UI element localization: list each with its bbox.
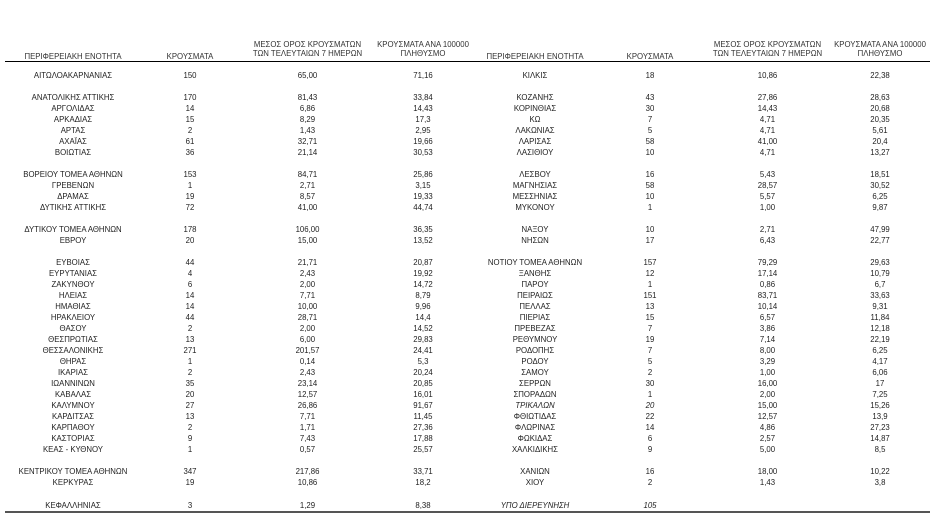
- per100k-cell: 20,85: [413, 379, 433, 388]
- per100k-cell: 19,33: [413, 192, 433, 201]
- avg7-cell: 6,57: [759, 313, 776, 322]
- region-name: ΧΑΝΙΩΝ: [520, 467, 550, 476]
- avg7-cell: 217,86: [295, 467, 320, 476]
- region-name: ΤΡΙΚΑΛΩΝ: [515, 401, 555, 410]
- region-name: ΠΡΕΒΕΖΑΣ: [514, 324, 556, 333]
- avg7-cell: 2,71: [759, 225, 776, 234]
- avg7-cell: 26,86: [297, 401, 318, 410]
- header-avg7-line2: ΤΩΝ ΤΕΛΕΥΤΑΙΩΝ 7 ΗΜΕΡΩΝ: [712, 49, 823, 58]
- avg7-cell: 10,00: [297, 302, 318, 311]
- avg7-cell: 1,00: [759, 368, 776, 377]
- per100k-cell: 71,16: [413, 71, 433, 80]
- region-name: ΚΑΡΠΑΘΟΥ: [51, 423, 95, 432]
- region-name: ΚΩ: [529, 115, 541, 124]
- avg7-cell: 84,71: [297, 170, 318, 179]
- cases-cell: 12: [645, 269, 655, 278]
- cases-cell: 5: [647, 357, 653, 366]
- avg7-cell: 21,14: [297, 148, 318, 157]
- avg7-cell: 1,43: [759, 478, 776, 487]
- per100k-cell: 5,3: [417, 357, 429, 366]
- cases-cell: 157: [643, 258, 657, 267]
- header-cases-right: ΚΡΟΥΣΜΑΤΑ: [626, 52, 674, 61]
- region-name: ΑΡΤΑΣ: [60, 126, 86, 135]
- header-avg7-left: [245, 40, 370, 58]
- avg7-cell: 2,00: [299, 280, 316, 289]
- cases-cell: 153: [183, 170, 197, 179]
- region-name: ΚΕΡΚΥΡΑΣ: [52, 478, 94, 487]
- avg7-cell: 28,57: [757, 181, 778, 190]
- cases-cell: 13: [185, 412, 195, 421]
- avg7-cell: 15,00: [297, 236, 318, 245]
- per100k-cell: 9,31: [872, 302, 888, 311]
- cases-cell: 20: [645, 401, 655, 410]
- cases-cell: 9: [647, 445, 653, 454]
- avg7-cell: 18,00: [757, 467, 778, 476]
- header-cases-left: ΚΡΟΥΣΜΑΤΑ: [166, 52, 214, 61]
- per100k-cell: 3,8: [874, 478, 886, 487]
- cases-cell: 2: [647, 478, 653, 487]
- cases-cell: 10: [645, 148, 655, 157]
- region-name: ΗΡΑΚΛΕΙΟΥ: [50, 313, 96, 322]
- header-divider: [5, 61, 930, 62]
- region-name: ΘΗΡΑΣ: [59, 357, 87, 366]
- avg7-cell: 23,14: [297, 379, 318, 388]
- avg7-cell: 1,71: [299, 423, 316, 432]
- header-region-right: ΠΕΡΙΦΕΡΕΙΑΚΗ ΕΝΟΤΗΤΑ: [486, 52, 584, 61]
- region-name: ΦΛΩΡΙΝΑΣ: [514, 423, 556, 432]
- region-name: ΚΑΡΔΙΤΣΑΣ: [52, 412, 94, 421]
- region-name: ΒΟΙΩΤΙΑΣ: [54, 148, 92, 157]
- cases-cell: 2: [187, 126, 193, 135]
- region-name: ΚΟΡΙΝΘΙΑΣ: [513, 104, 557, 113]
- avg7-cell: 27,86: [757, 93, 778, 102]
- cases-cell: 36: [185, 148, 195, 157]
- cases-cell: 14: [185, 302, 195, 311]
- region-name: ΚΑΛΥΜΝΟΥ: [51, 401, 95, 410]
- avg7-cell: 3,29: [759, 357, 776, 366]
- avg7-cell: 41,00: [757, 137, 778, 146]
- per100k-cell: 6,25: [872, 192, 888, 201]
- cases-cell: 30: [645, 104, 655, 113]
- per100k-cell: 30,52: [870, 181, 890, 190]
- per100k-cell: 13,9: [872, 412, 888, 421]
- avg7-cell: 106,00: [295, 225, 320, 234]
- region-name: ΡΟΔΟΥ: [521, 357, 549, 366]
- cases-cell: 19: [645, 335, 655, 344]
- region-name: ΚΑΣΤΟΡΙΑΣ: [51, 434, 95, 443]
- cases-cell: 44: [185, 313, 195, 322]
- per100k-cell: 17,3: [415, 115, 431, 124]
- per100k-cell: 29,63: [870, 258, 890, 267]
- region-name: ΛΑΣΙΘΙΟΥ: [516, 148, 554, 157]
- region-name: ΠΑΡΟΥ: [521, 280, 549, 289]
- per100k-cell: 14,72: [413, 280, 433, 289]
- region-name: ΑΧΑΪΑΣ: [59, 137, 87, 146]
- cases-cell: 7: [647, 346, 653, 355]
- cases-cell: 10: [645, 225, 655, 234]
- per100k-cell: 15,26: [870, 401, 890, 410]
- per100k-cell: 91,67: [413, 401, 433, 410]
- region-name: ΕΥΡΥΤΑΝΙΑΣ: [48, 269, 97, 278]
- cases-cell: 178: [183, 225, 197, 234]
- region-name: ΔΥΤΙΚΗΣ ΑΤΤΙΚΗΣ: [39, 203, 107, 212]
- avg7-cell: 2,43: [299, 368, 316, 377]
- region-name: ΔΥΤΙΚΟΥ ΤΟΜΕΑ ΑΘΗΝΩΝ: [24, 225, 122, 234]
- region-name: ΔΡΑΜΑΣ: [57, 192, 89, 201]
- region-name: ΛΕΣΒΟΥ: [519, 170, 551, 179]
- avg7-cell: 6,43: [759, 236, 776, 245]
- cases-cell: 1: [187, 357, 193, 366]
- avg7-cell: 10,86: [757, 71, 778, 80]
- avg7-cell: 0,57: [299, 445, 316, 454]
- cases-cell: 58: [645, 137, 655, 146]
- cases-cell: 105: [643, 501, 657, 510]
- cases-cell: 1: [647, 203, 653, 212]
- region-name: ΦΩΚΙΔΑΣ: [517, 434, 553, 443]
- region-name: ΘΕΣΣΑΛΟΝΙΚΗΣ: [42, 346, 104, 355]
- region-name: ΑΙΤΩΛΟΑΚΑΡΝΑΝΙΑΣ: [33, 71, 113, 80]
- per100k-cell: 24,41: [413, 346, 433, 355]
- avg7-cell: 1,00: [759, 203, 776, 212]
- header-avg7-line1: ΜΕΣΟΣ ΟΡΟΣ ΚΡΟΥΣΜΑΤΩΝ: [253, 40, 362, 49]
- per100k-cell: 14,4: [415, 313, 431, 322]
- cases-cell: 5: [647, 126, 653, 135]
- per100k-cell: 22,77: [870, 236, 890, 245]
- cases-cell: 43: [645, 93, 655, 102]
- header-region-left: ΠΕΡΙΦΕΡΕΙΑΚΗ ΕΝΟΤΗΤΑ: [24, 52, 122, 61]
- cases-cell: 17: [645, 236, 655, 245]
- avg7-cell: 12,57: [757, 412, 778, 421]
- cases-cell: 271: [183, 346, 197, 355]
- cases-cell: 61: [185, 137, 195, 146]
- region-name: ΚΕΑΣ - ΚΥΘΝΟΥ: [42, 445, 104, 454]
- per100k-cell: 13,27: [870, 148, 890, 157]
- avg7-cell: 2,00: [299, 324, 316, 333]
- per100k-cell: 7,25: [872, 390, 888, 399]
- per100k-cell: 13,52: [413, 236, 433, 245]
- avg7-cell: 83,71: [757, 291, 778, 300]
- per100k-cell: 18,2: [415, 478, 431, 487]
- cases-cell: 16: [645, 170, 655, 179]
- per100k-cell: 9,87: [872, 203, 888, 212]
- cases-cell: 6: [187, 280, 193, 289]
- cases-cell: 30: [645, 379, 655, 388]
- avg7-cell: 41,00: [297, 203, 318, 212]
- per100k-cell: 6,25: [872, 346, 888, 355]
- region-name: ΑΡΓΟΛΙΔΑΣ: [51, 104, 95, 113]
- per100k-cell: 20,24: [413, 368, 433, 377]
- region-name: ΧΑΛΚΙΔΙΚΗΣ: [511, 445, 558, 454]
- cases-cell: 27: [185, 401, 195, 410]
- per100k-cell: 30,53: [413, 148, 433, 157]
- region-name: ΡΕΘΥΜΝΟΥ: [512, 335, 558, 344]
- cases-cell: 170: [183, 93, 197, 102]
- cases-cell: 16: [645, 467, 655, 476]
- avg7-cell: 14,43: [757, 104, 778, 113]
- avg7-cell: 6,00: [299, 335, 316, 344]
- per100k-cell: 20,35: [870, 115, 890, 124]
- per100k-cell: 14,87: [870, 434, 890, 443]
- header-per100k-line2: ΠΛΗΘΥΣΜΟ: [400, 49, 446, 58]
- header-avg7-right: [705, 40, 830, 58]
- per100k-cell: 33,71: [413, 467, 433, 476]
- region-name: ΠΙΕΡΙΑΣ: [519, 313, 551, 322]
- avg7-cell: 0,14: [299, 357, 316, 366]
- avg7-cell: 16,00: [757, 379, 778, 388]
- region-name: ΧΙΟΥ: [525, 478, 545, 487]
- avg7-cell: 3,86: [759, 324, 776, 333]
- per100k-cell: 25,86: [413, 170, 433, 179]
- region-name: ΗΜΑΘΙΑΣ: [55, 302, 91, 311]
- cases-cell: 1: [187, 445, 193, 454]
- per100k-cell: 22,38: [870, 71, 890, 80]
- avg7-cell: 7,71: [299, 291, 316, 300]
- cases-cell: 347: [183, 467, 197, 476]
- avg7-cell: 4,86: [759, 423, 776, 432]
- header-per100k-line2: ΠΛΗΘΥΣΜΟ: [857, 49, 903, 58]
- per100k-cell: 28,63: [870, 93, 890, 102]
- cases-cell: 22: [645, 412, 655, 421]
- per100k-cell: 19,66: [413, 137, 433, 146]
- region-name: ΖΑΚΥΝΘΟΥ: [51, 280, 95, 289]
- avg7-cell: 10,86: [297, 478, 318, 487]
- avg7-cell: 7,43: [299, 434, 316, 443]
- avg7-cell: 5,00: [759, 445, 776, 454]
- avg7-cell: 8,29: [299, 115, 316, 124]
- cases-cell: 1: [187, 181, 193, 190]
- region-name: ΑΡΚΑΔΙΑΣ: [53, 115, 93, 124]
- cases-cell: 15: [645, 313, 655, 322]
- per100k-cell: 47,99: [870, 225, 890, 234]
- avg7-cell: 7,14: [759, 335, 776, 344]
- per100k-cell: 33,84: [413, 93, 433, 102]
- region-name: ΚΕΦΑΛΛΗΝΙΑΣ: [45, 501, 101, 510]
- per100k-cell: 9,96: [415, 302, 431, 311]
- per100k-cell: 8,79: [415, 291, 431, 300]
- region-name: ΜΥΚΟΝΟΥ: [515, 203, 555, 212]
- header-per100k-line1: ΚΡΟΥΣΜΑΤΑ ΑΝΑ 100000: [834, 40, 926, 49]
- region-name: ΜΑΓΝΗΣΙΑΣ: [512, 181, 558, 190]
- region-name: ΣΠΟΡΑΔΩΝ: [513, 390, 557, 399]
- avg7-cell: 7,71: [299, 412, 316, 421]
- region-name: ΣΕΡΡΩΝ: [519, 379, 551, 388]
- avg7-cell: 12,57: [297, 390, 318, 399]
- per100k-cell: 4,17: [872, 357, 888, 366]
- region-name: ΘΕΣΠΡΩΤΙΑΣ: [48, 335, 98, 344]
- cases-cell: 7: [647, 324, 653, 333]
- cases-cell: 19: [185, 192, 195, 201]
- per100k-cell: 20,68: [870, 104, 890, 113]
- avg7-cell: 32,71: [297, 137, 318, 146]
- cases-cell: 151: [643, 291, 657, 300]
- per100k-cell: 11,45: [413, 412, 433, 421]
- cases-cell: 13: [645, 302, 655, 311]
- cases-cell: 44: [185, 258, 195, 267]
- region-name: ΠΕΙΡΑΙΩΣ: [517, 291, 553, 300]
- region-name: ΕΥΒΟΙΑΣ: [56, 258, 90, 267]
- per100k-cell: 17,88: [413, 434, 433, 443]
- per100k-cell: 44,74: [413, 203, 433, 212]
- per100k-cell: 29,83: [413, 335, 433, 344]
- cases-cell: 35: [185, 379, 195, 388]
- cases-cell: 2: [187, 324, 193, 333]
- per100k-cell: 20,4: [872, 137, 888, 146]
- per100k-cell: 10,79: [870, 269, 890, 278]
- avg7-cell: 10,14: [757, 302, 778, 311]
- per100k-cell: 20,87: [413, 258, 433, 267]
- per100k-cell: 18,51: [870, 170, 890, 179]
- region-name: ΒΟΡΕΙΟΥ ΤΟΜΕΑ ΑΘΗΝΩΝ: [23, 170, 123, 179]
- avg7-cell: 28,71: [297, 313, 318, 322]
- region-name: ΗΛΕΙΑΣ: [58, 291, 88, 300]
- region-name: ΚΟΖΑΝΗΣ: [516, 93, 554, 102]
- per100k-cell: 19,92: [413, 269, 433, 278]
- cases-cell: 1: [647, 390, 653, 399]
- per100k-cell: 36,35: [413, 225, 433, 234]
- per100k-cell: 22,19: [870, 335, 890, 344]
- region-name: ΣΑΜΟΥ: [521, 368, 549, 377]
- region-name: ΓΡΕΒΕΝΩΝ: [51, 181, 95, 190]
- avg7-cell: 17,14: [757, 269, 778, 278]
- region-name: ΚΑΒΑΛΑΣ: [54, 390, 92, 399]
- per100k-cell: 6,7: [874, 280, 886, 289]
- cases-cell: 13: [185, 335, 195, 344]
- region-name: ΞΑΝΘΗΣ: [518, 269, 552, 278]
- region-name: ΝΟΤΙΟΥ ΤΟΜΕΑ ΑΘΗΝΩΝ: [487, 258, 583, 267]
- cases-cell: 19: [185, 478, 195, 487]
- per100k-cell: 8,5: [874, 445, 886, 454]
- per100k-cell: 14,52: [413, 324, 433, 333]
- region-name: ΘΑΣΟΥ: [59, 324, 87, 333]
- per100k-cell: 17: [875, 379, 885, 388]
- avg7-cell: 81,43: [297, 93, 318, 102]
- region-name: ΙΩΑΝΝΙΝΩΝ: [51, 379, 95, 388]
- cases-cell: 72: [185, 203, 195, 212]
- bottom-divider: [5, 511, 930, 513]
- region-name: ΥΠΟ ΔΙΕΡΕΥΝΗΣΗ: [500, 501, 570, 510]
- region-name: ΕΒΡΟΥ: [59, 236, 87, 245]
- avg7-cell: 0,86: [759, 280, 776, 289]
- header-per100k-line1: ΚΡΟΥΣΜΑΤΑ ΑΝΑ 100000: [377, 40, 469, 49]
- avg7-cell: 1,29: [299, 501, 316, 510]
- avg7-cell: 5,57: [759, 192, 776, 201]
- per100k-cell: 33,63: [870, 291, 890, 300]
- avg7-cell: 4,71: [759, 148, 776, 157]
- region-name: ΠΕΛΛΑΣ: [519, 302, 551, 311]
- cases-cell: 10: [645, 192, 655, 201]
- per100k-cell: 25,57: [413, 445, 433, 454]
- per100k-cell: 3,15: [415, 181, 431, 190]
- cases-cell: 4: [187, 269, 193, 278]
- region-name: ΦΘΙΩΤΙΔΑΣ: [513, 412, 557, 421]
- avg7-cell: 8,00: [759, 346, 776, 355]
- cases-cell: 58: [645, 181, 655, 190]
- cases-cell: 14: [185, 104, 195, 113]
- per100k-cell: 5,61: [872, 126, 888, 135]
- per100k-cell: 14,43: [413, 104, 433, 113]
- region-name: ΚΕΝΤΡΙΚΟΥ ΤΟΜΕΑ ΑΘΗΝΩΝ: [18, 467, 128, 476]
- cases-cell: 6: [647, 434, 653, 443]
- cases-cell: 14: [645, 423, 655, 432]
- region-name: ΝΑΞΟΥ: [521, 225, 549, 234]
- per100k-cell: 6,06: [872, 368, 888, 377]
- avg7-cell: 1,43: [299, 126, 316, 135]
- header-per100k-right: [825, 40, 935, 58]
- region-name: ΜΕΣΣΗΝΙΑΣ: [512, 192, 558, 201]
- header-avg7-line1: ΜΕΣΟΣ ΟΡΟΣ ΚΡΟΥΣΜΑΤΩΝ: [713, 40, 822, 49]
- region-name: ΑΝΑΤΟΛΙΚΗΣ ΑΤΤΙΚΗΣ: [31, 93, 115, 102]
- region-name: ΡΟΔΟΠΗΣ: [515, 346, 555, 355]
- per100k-cell: 27,36: [413, 423, 433, 432]
- avg7-cell: 4,71: [759, 115, 776, 124]
- avg7-cell: 21,71: [297, 258, 318, 267]
- cases-cell: 20: [185, 236, 195, 245]
- cases-cell: 18: [645, 71, 655, 80]
- avg7-cell: 2,43: [299, 269, 316, 278]
- avg7-cell: 6,86: [299, 104, 316, 113]
- avg7-cell: 2,57: [759, 434, 776, 443]
- header-per100k-left: [368, 40, 478, 58]
- cases-cell: 1: [647, 280, 653, 289]
- avg7-cell: 5,43: [759, 170, 776, 179]
- region-name: ΛΑΡΙΣΑΣ: [518, 137, 552, 146]
- per100k-cell: 2,95: [415, 126, 431, 135]
- per100k-cell: 8,38: [415, 501, 431, 510]
- avg7-cell: 15,00: [757, 401, 778, 410]
- cases-cell: 2: [187, 423, 193, 432]
- cases-cell: 9: [187, 434, 193, 443]
- region-name: ΙΚΑΡΙΑΣ: [58, 368, 88, 377]
- avg7-cell: 201,57: [295, 346, 320, 355]
- region-name: ΝΗΣΩΝ: [521, 236, 549, 245]
- cases-cell: 15: [185, 115, 195, 124]
- region-name: ΚΙΛΚΙΣ: [522, 71, 548, 80]
- per100k-cell: 27,23: [870, 423, 890, 432]
- cases-cell: 7: [647, 115, 653, 124]
- avg7-cell: 8,57: [299, 192, 316, 201]
- cases-cell: 2: [187, 368, 193, 377]
- per100k-cell: 11,84: [870, 313, 890, 322]
- cases-cell: 150: [183, 71, 197, 80]
- cases-cell: 3: [187, 501, 193, 510]
- per100k-cell: 16,01: [413, 390, 433, 399]
- region-name: ΛΑΚΩΝΙΑΣ: [515, 126, 555, 135]
- cases-cell: 20: [185, 390, 195, 399]
- per100k-cell: 10,22: [870, 467, 890, 476]
- avg7-cell: 2,00: [759, 390, 776, 399]
- cases-cell: 14: [185, 291, 195, 300]
- avg7-cell: 4,71: [759, 126, 776, 135]
- header-avg7-line2: ΤΩΝ ΤΕΛΕΥΤΑΙΩΝ 7 ΗΜΕΡΩΝ: [252, 49, 363, 58]
- avg7-cell: 79,29: [757, 258, 778, 267]
- per100k-cell: 12,18: [870, 324, 890, 333]
- cases-cell: 2: [647, 368, 653, 377]
- avg7-cell: 2,71: [299, 181, 316, 190]
- avg7-cell: 65,00: [297, 71, 318, 80]
